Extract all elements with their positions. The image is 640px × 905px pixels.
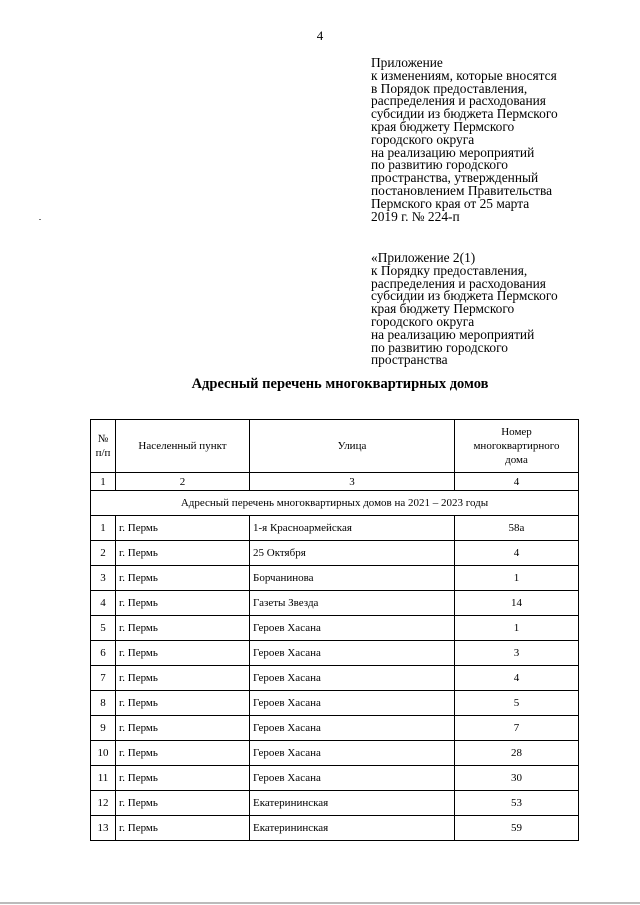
row-street: 25 Октября: [250, 541, 455, 566]
row-city: г. Пермь: [116, 566, 250, 591]
scan-artifact: [39, 219, 41, 220]
row-number: 11: [91, 766, 116, 791]
table-row: [91, 766, 579, 791]
table-row: [91, 741, 579, 766]
row-number: 6: [91, 641, 116, 666]
row-street: Героев Хасана: [250, 641, 455, 666]
row-house-number: 7: [455, 716, 579, 741]
row-house-number: 53: [455, 791, 579, 816]
appendix-subheader-line: на реализацию мероприятий: [371, 326, 535, 342]
appendix-header-line: городского округа: [371, 131, 475, 147]
row-city: г. Пермь: [116, 791, 250, 816]
header-house-line2: многоквартирного: [473, 440, 560, 452]
address-table: [90, 419, 579, 841]
table-row: [91, 616, 579, 641]
appendix-header-line: пространства, утвержденный: [371, 170, 539, 186]
column-number-2: 2: [116, 473, 250, 491]
appendix-header-line: субсидии из бюджета Пермского: [371, 106, 558, 122]
row-number: 10: [91, 741, 116, 766]
appendix-subheader-line: городского округа: [371, 313, 475, 329]
row-street: 1-я Красноармейская: [250, 516, 455, 541]
appendix-header-line: края бюджету Пермского: [371, 118, 515, 134]
header-house-number: [455, 420, 579, 473]
row-street: Героев Хасана: [250, 616, 455, 641]
row-city: г. Пермь: [116, 816, 250, 841]
row-street: Героев Хасана: [250, 716, 455, 741]
row-house-number: 5: [455, 691, 579, 716]
section-row: [91, 491, 579, 516]
row-city: г. Пермь: [116, 541, 250, 566]
page-number: 4: [316, 28, 324, 43]
row-city: г. Пермь: [116, 616, 250, 641]
row-city: г. Пермь: [116, 591, 250, 616]
appendix-header: [371, 57, 633, 223]
row-street: Борчанинова: [250, 566, 455, 591]
row-number: 5: [91, 616, 116, 641]
table-row: [91, 641, 579, 666]
row-city: г. Пермь: [116, 741, 250, 766]
appendix-header-line: Пермского края от 25 марта: [371, 195, 530, 211]
column-numbers-row: [91, 473, 579, 491]
table-row: [91, 516, 579, 541]
header-number-line1: №: [97, 433, 109, 445]
header-house-line1: Номер: [501, 426, 532, 438]
row-number: 12: [91, 791, 116, 816]
appendix-header-line: распределения и расходования: [371, 93, 546, 109]
row-house-number: 3: [455, 641, 579, 666]
row-house-number: 28: [455, 741, 579, 766]
appendix-subheader-line: края бюджету Пермского: [371, 301, 515, 317]
row-house-number: 30: [455, 766, 579, 791]
row-number: 1: [91, 516, 116, 541]
appendix-header-line: в Порядок предоставления,: [371, 80, 528, 96]
header-number: [91, 420, 116, 473]
appendix-subheader-line: по развитию городского: [371, 339, 508, 355]
row-city: г. Пермь: [116, 516, 250, 541]
row-city: г. Пермь: [116, 666, 250, 691]
row-street: Героев Хасана: [250, 741, 455, 766]
appendix-subheader-line: распределения и расходования: [371, 275, 546, 291]
document-title: Адресный перечень многоквартирных домов: [191, 376, 489, 392]
column-number-1: 1: [91, 473, 116, 491]
row-house-number: 4: [455, 666, 579, 691]
row-number: 8: [91, 691, 116, 716]
appendix-header-line: постановлением Правительства: [371, 182, 553, 198]
row-number: 3: [91, 566, 116, 591]
table-header-row: [91, 420, 579, 473]
row-street: Героев Хасана: [250, 691, 455, 716]
appendix-subheader-line: к Порядку предоставления,: [371, 262, 528, 278]
table-row: [91, 591, 579, 616]
header-city: Населенный пункт: [116, 420, 250, 473]
row-city: г. Пермь: [116, 716, 250, 741]
table-row: [91, 791, 579, 816]
row-house-number: 4: [455, 541, 579, 566]
column-number-4: 4: [455, 473, 579, 491]
row-house-number: 59: [455, 816, 579, 841]
row-city: г. Пермь: [116, 641, 250, 666]
row-street: Газеты Звезда: [250, 591, 455, 616]
row-city: г. Пермь: [116, 691, 250, 716]
table-row: [91, 541, 579, 566]
appendix-subheader-line: пространства: [371, 352, 448, 368]
table-row: [91, 691, 579, 716]
appendix-header-line: по развитию городского: [371, 157, 508, 173]
row-number: 2: [91, 541, 116, 566]
row-street: Героев Хасана: [250, 666, 455, 691]
table-row: [91, 666, 579, 691]
row-street: Екатерининская: [250, 791, 455, 816]
header-house-line3: дома: [505, 454, 528, 466]
table-row: [91, 566, 579, 591]
appendix-header-line: к изменениям, которые вносятся: [371, 67, 557, 83]
table-row: [91, 816, 579, 841]
row-house-number: 58а: [455, 516, 579, 541]
row-number: 7: [91, 666, 116, 691]
column-number-3: 3: [250, 473, 455, 491]
appendix-header-line: на реализацию мероприятий: [371, 144, 535, 160]
row-house-number: 1: [455, 566, 579, 591]
table-row: [91, 716, 579, 741]
row-street: Героев Хасана: [250, 766, 455, 791]
header-street: Улица: [250, 420, 455, 473]
header-number-line2: п/п: [95, 447, 111, 459]
row-number: 13: [91, 816, 116, 841]
section-title: Адресный перечень многоквартирных домов на 2021 – 2023 годы: [91, 491, 579, 516]
page-bottom-edge: [0, 902, 640, 904]
row-number: 4: [91, 591, 116, 616]
row-house-number: 14: [455, 591, 579, 616]
row-street: Екатерининская: [250, 816, 455, 841]
appendix-subheader: [371, 252, 633, 367]
row-city: г. Пермь: [116, 766, 250, 791]
appendix-subheader-line: субсидии из бюджета Пермского: [371, 288, 558, 304]
appendix-header-line: 2019 г. № 224-п: [371, 208, 460, 224]
row-house-number: 1: [455, 616, 579, 641]
row-number: 9: [91, 716, 116, 741]
appendix-header-line: Приложение: [371, 55, 443, 70]
appendix-subheader-line: «Приложение 2(1): [371, 250, 476, 265]
